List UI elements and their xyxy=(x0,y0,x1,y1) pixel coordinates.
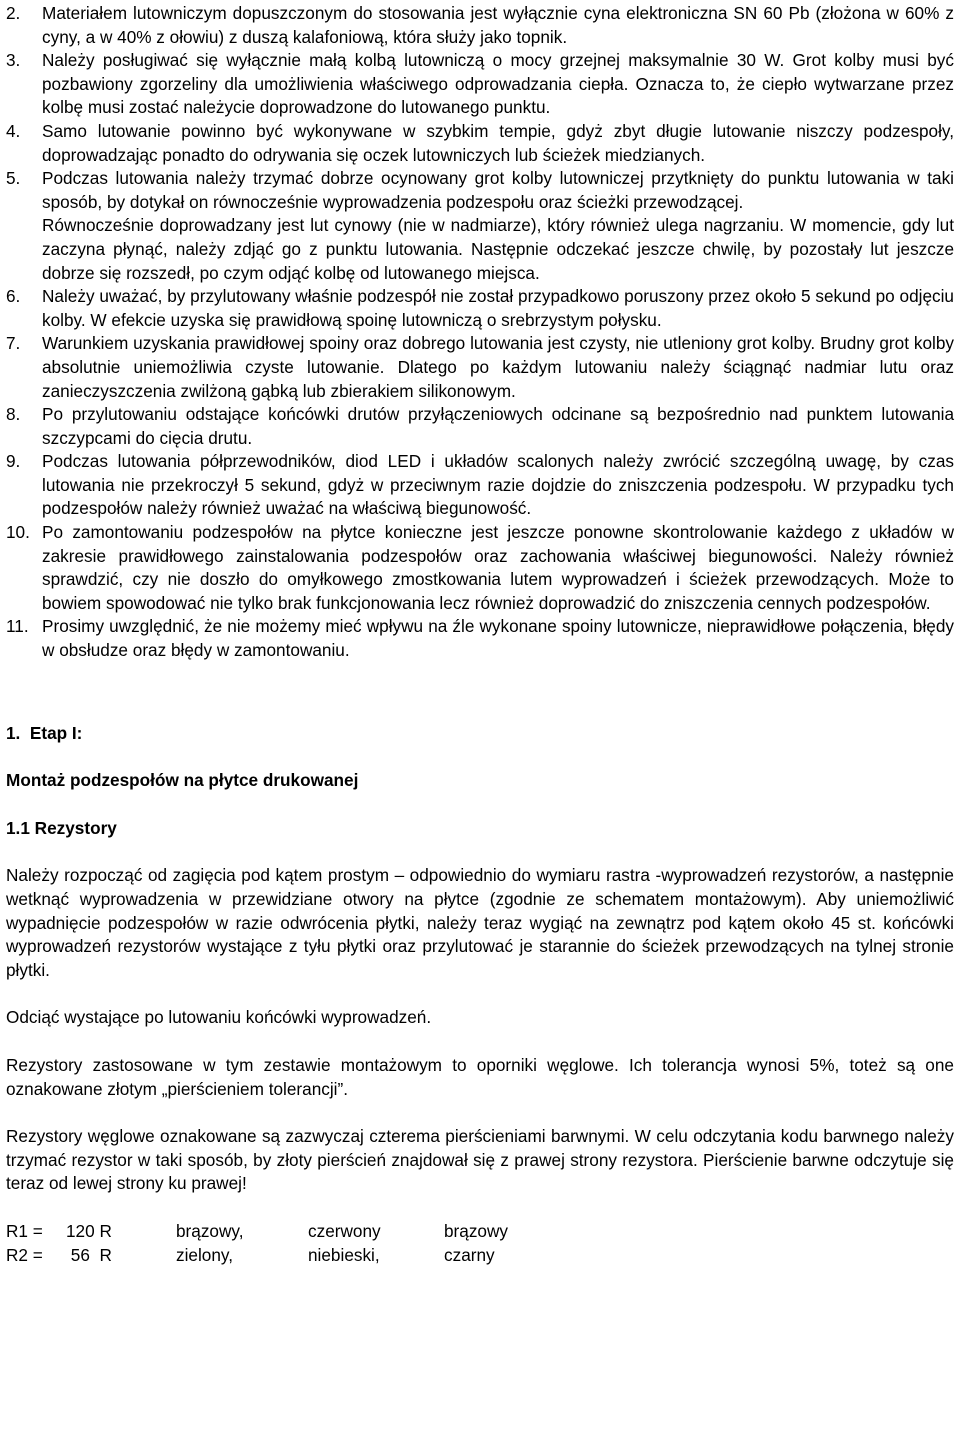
list-item xyxy=(6,450,954,521)
resistor-value: 56 R xyxy=(66,1244,112,1265)
table-row xyxy=(6,1244,508,1268)
list-item-number: 2. xyxy=(6,3,21,23)
list-item-text: Prosimy uwzględnić, że nie możemy mieć wpływu na źle wykonane spoiny lutownicze, nieprawidłowe połączenia, błędy w obsłudze oraz błędy w zamontowaniu. xyxy=(42,616,954,661)
soldering-rules-list xyxy=(6,2,954,663)
list-item xyxy=(6,285,954,332)
list-item-number: 11. xyxy=(6,616,29,637)
assembly-heading: Montaż podzespołów na płytce drukowanej xyxy=(6,770,359,791)
list-item-number: 3. xyxy=(6,50,21,71)
list-item xyxy=(6,167,954,285)
color-band-2: niebieski, xyxy=(308,1244,380,1265)
list-item-text: Materiałem lutowniczym dopuszczonym do stosowania jest wyłącznie cyna elektroniczna SN 60 Pb (złożona w 60% z cyny, a w 40% z ołowiu) z duszą kalafoniową, która służy jako topnik. xyxy=(42,3,954,47)
list-item-number: 4. xyxy=(6,120,21,141)
list-item-number: 10. xyxy=(6,522,30,543)
list-item-text: Po zamontowaniu podzespołów na płytce konieczne jest jeszcze ponowne skontrolowanie każdego z układów w zakresie prawidłowego zainstalowania podzespołów oraz zachowania właściwej biegunowości. Należy również sprawdzić, czy nie doszło do omyłkowego zmostkowania lutem wyprowadzeń i ścieżek przewodzących. Może to bowiem spowodować nie tylko brak funkcjonowania lecz również doprowadzić do zniszczenia cennych podzespołów. xyxy=(42,522,954,613)
list-item-number: 7. xyxy=(6,333,21,354)
stage-heading: 1. Etap I: xyxy=(6,722,83,743)
color-band-3: brązowy xyxy=(444,1220,508,1241)
color-band-2: czerwony xyxy=(308,1220,381,1241)
list-item xyxy=(6,615,954,662)
color-band-1: zielony, xyxy=(176,1244,233,1265)
list-item xyxy=(6,521,954,615)
color-band-3: czarny xyxy=(444,1244,495,1265)
list-item-number: 5. xyxy=(6,168,21,189)
list-item-text: Podczas lutowania półprzewodników, diod LED i układów scalonych należy zwrócić szczególną uwagę, by czas lutowania nie przekroczył 5 sekund, gdyż w przeciwnym razie dojdzie do zniszczenia podzespołu. W przypadku tych podzespołów należy również uważać na właściwą biegunowość. xyxy=(42,451,954,519)
list-item-number: 6. xyxy=(6,286,21,307)
list-item-text: Po przylutowaniu odstające końcówki drutów przyłączeniowych odcinane są bezpośrednio nad punktem lutowania szczypcami do cięcia drutu. xyxy=(42,404,954,448)
table-row xyxy=(6,1220,508,1244)
list-item xyxy=(6,2,954,49)
resistor-label: R2 = xyxy=(6,1244,43,1265)
list-item-text: Samo lutowanie powinno być wykonywane w szybkim tempie, gdyż zbyt długie lutowanie niszczy podzespoły, doprowadzając ponadto do odrywania się oczek lutowniczych lub ścieżek miedzianych. xyxy=(42,120,954,165)
list-item-text: Równocześnie doprowadzany jest lut cynowy (nie w nadmiarze), który również ulega nagrzaniu. W momencie, gdy lut zaczyna płynąć, należy zdjąć go z punktu lutowania. Następnie odczekać jeszcze chwilę, by pozostały lut jeszcze dobrze się rozszedł, po czym odjąć kolbę od lutowanego miejsca. xyxy=(42,215,954,283)
list-item-text: Należy uważać, by przylutowany właśnie podzespół nie został przypadkowo poruszony przez około 5 sekund po odjęciu kolby. W efekcie uzyska się prawidłową spoinę lutowniczą o srebrzystym połysku. xyxy=(42,286,954,330)
list-item xyxy=(6,403,954,450)
list-item-text: Należy posługiwać się wyłącznie małą kolbą lutowniczą o mocy grzejnej maksymalnie 30 W. Grot kolby musi być pozbawiony zgorzeliny dla umożliwienia właściwego odprowadzania ciepła. Oznacza to, że ciepło wytwarzane przez kolbę musi zostać należycie doprowadzone do lutowanego punktu. xyxy=(42,50,954,118)
paragraph: Należy rozpocząć od zagięcia pod kątem prostym – odpowiednio do wymiaru rastra -wyprowadzeń rezystorów, a następnie wetknąć wyprowadzenia w przewidziane otwory na płytce (zgodnie ze schematem montażowym). Aby uniemożliwić wypadnięcie podzespołów w razie odwrócenia płytki, należy teraz wygiąć na zewnątrz pod kątem około 45 st. końcówki wyprowadzeń rezystorów wystające z tyłu płytki oraz przylutować je starannie do ścieżek przewodzących na tylnej stronie płytki. xyxy=(6,865,954,980)
resistor-value: 120 R xyxy=(66,1220,112,1241)
paragraph: Odciąć wystające po lutowaniu końcówki wyprowadzeń. xyxy=(6,1007,432,1028)
list-item xyxy=(6,332,954,403)
list-item xyxy=(6,49,954,120)
resistor-color-table xyxy=(6,1220,508,1267)
list-item xyxy=(6,120,954,167)
list-item-text: Podczas lutowania należy trzymać dobrze ocynowany grot kolby lutowniczej przytknięty do punktu lutowania w taki sposób, by dotykał on równocześnie wyprowadzenia podzespołu oraz ścieżki przewodzącej. xyxy=(42,168,954,212)
list-item-text: Warunkiem uzyskania prawidłowej spoiny oraz dobrego lutowania jest czysty, nie utleniony grot kolby. Brudny grot kolby absolutnie uniemożliwia czyste lutowanie. Dlatego po każdym lutowaniu należy ściągnąć nadmiar lutu oraz zanieczyszczenia zwilżoną gąbką lub zbierakiem silikonowym. xyxy=(42,333,954,401)
paragraph: Rezystory węglowe oznakowane są zazwyczaj czterema pierścieniami barwnymi. W celu odczytania kodu barwnego należy trzymać rezystor w taki sposób, by złoty pierścień znajdował się z prawej strony rezystora. Pierścienie barwne odczytuje się teraz od lewej strony ku prawej! xyxy=(6,1126,954,1194)
color-band-1: brązowy, xyxy=(176,1220,244,1241)
resistors-heading: 1.1 Rezystory xyxy=(6,817,117,838)
list-item-number: 8. xyxy=(6,404,21,425)
paragraph: Rezystory zastosowane w tym zestawie montażowym to oporniki węglowe. Ich tolerancja wynosi 5%, toteż są one oznakowane złotym „pierścieniem tolerancji”. xyxy=(6,1054,954,1099)
list-item-number: 9. xyxy=(6,451,21,472)
resistor-label: R1 = xyxy=(6,1220,43,1241)
